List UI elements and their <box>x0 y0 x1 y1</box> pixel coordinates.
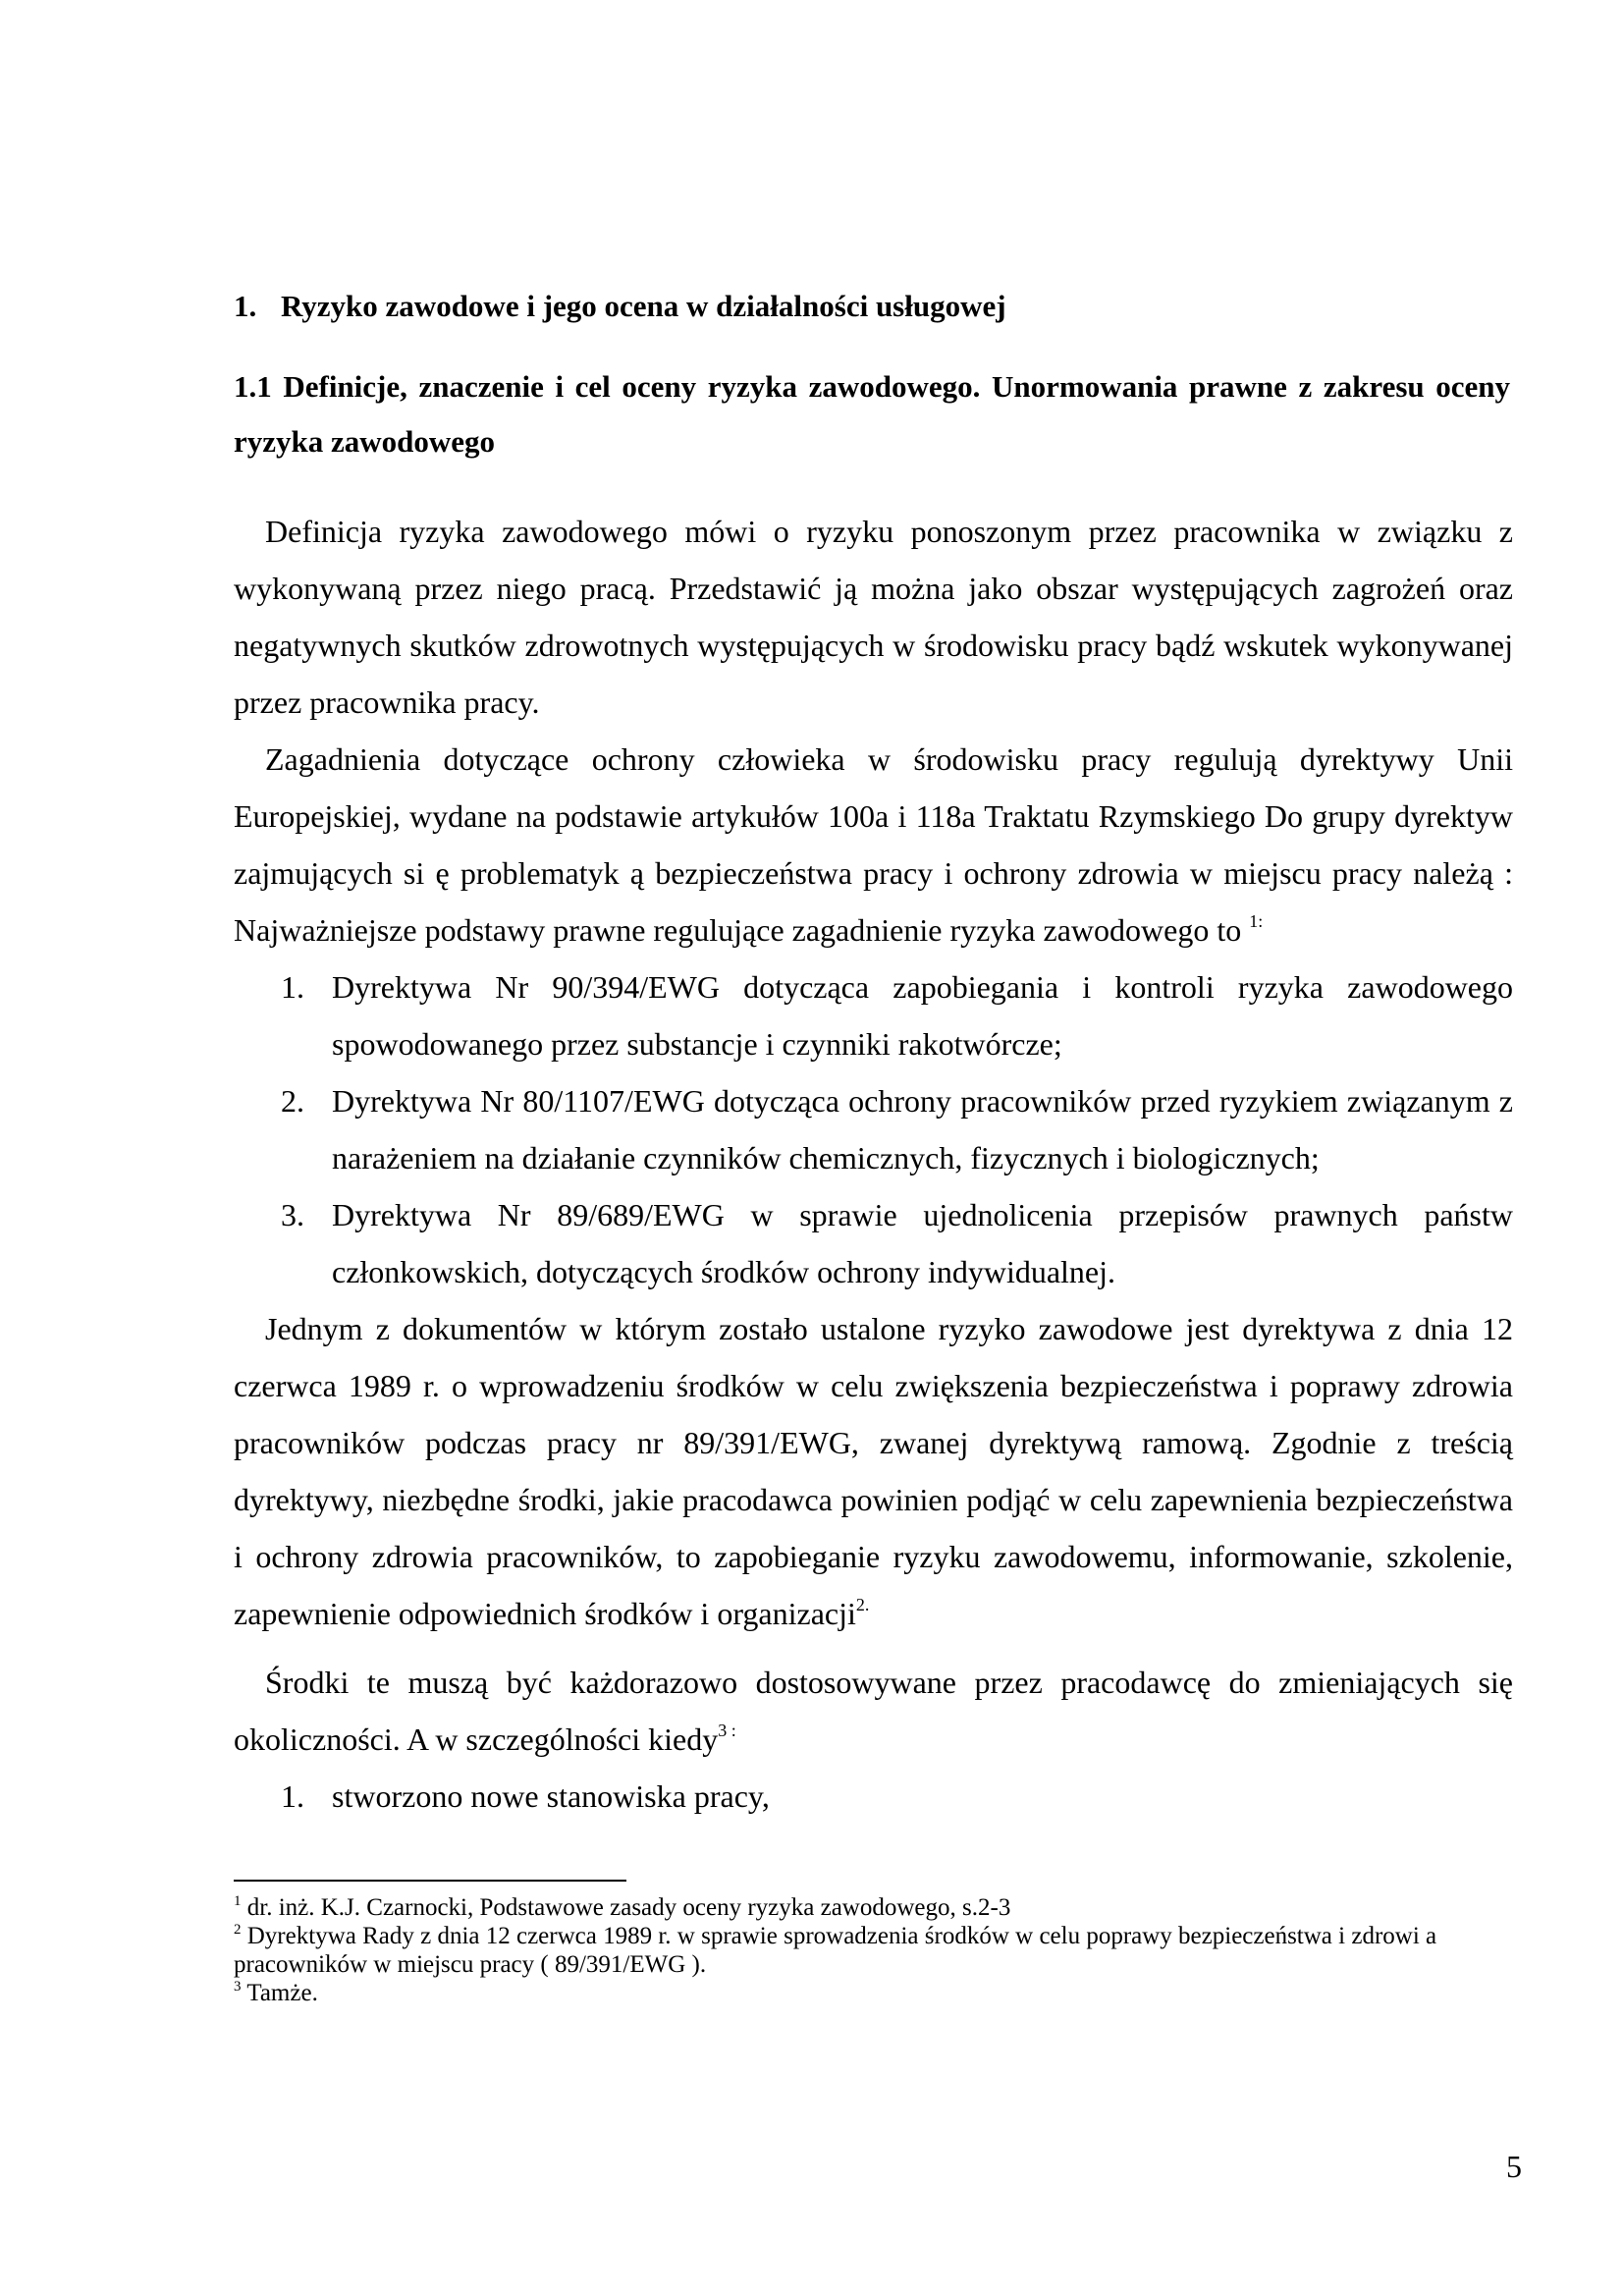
list-item <box>234 1072 1513 1186</box>
list-marker: 2. <box>281 1083 304 1119</box>
chapter-heading <box>234 287 1510 326</box>
footnote-marker: 3 <box>234 1979 242 1995</box>
directives-list <box>234 958 1513 1300</box>
footnote-text: Tamże. <box>246 1980 318 2006</box>
chapter-number: 1. <box>234 289 257 323</box>
paragraph-definition: Definicja ryzyka zawodowego mówi o ryzyku ponoszonym przez pracownika w związku z wykonywaną przez niego pracą. Przedstawić ją można jako obszar występujących zagrożeń oraz negatywnych skutków zdrowotnych występujących w środowisku pracy bądź wskutek wykonywanej przez pracownika pracy. <box>234 514 1513 720</box>
footnote-marker: 2 <box>234 1922 242 1938</box>
section-heading: 1.1 Definicje, znaczenie i cel oceny ryzyka zawodowego. Unormowania prawne z zakresu oceny ryzyka zawodowego <box>234 369 1510 459</box>
footnote-text: Dyrektywa Rady z dnia 12 czerwca 1989 r. w sprawie sprowadzenia środków w celu poprawy bezpieczeństwa i zdrowi a pracowników w miejscu pracy ( 89/391/EWG ). <box>234 1923 1437 1978</box>
circumstances-list <box>234 1768 1513 1825</box>
footnote <box>234 1893 1513 1922</box>
list-marker: 1. <box>281 969 304 1005</box>
chapter-title: Ryzyko zawodowe i jego ocena w działalności usługowej <box>281 289 1006 323</box>
page-number: 5 <box>1506 2149 1522 2184</box>
list-item <box>234 958 1513 1072</box>
paragraph-measures-text: Środki te muszą być każdorazowo dostosowywane przez pracodawcę do zmieniających się okoliczności. A w szczególności kiedy <box>234 1665 1513 1757</box>
list-item-text: Dyrektywa Nr 80/1107/EWG dotycząca ochrony pracowników przed ryzykiem związanym z narażeniem na działanie czynników chemicznych, fizycznych i biologicznych; <box>332 1083 1513 1175</box>
paragraph-eu-directives <box>234 731 1513 958</box>
footnote-ref-1: 1: <box>1249 911 1264 931</box>
list-item-text: stworzono nowe stanowiska pracy, <box>332 1778 770 1814</box>
footnote-marker: 1 <box>234 1893 242 1909</box>
footnote-separator <box>234 1880 626 1882</box>
list-item <box>234 1186 1513 1300</box>
paragraph-framework-directive <box>234 1300 1513 1642</box>
list-item <box>234 1768 1513 1825</box>
list-item-text: Dyrektywa Nr 89/689/EWG w sprawie ujednolicenia przepisów prawnych państw członkowskich, dotyczących środków ochrony indywidualnej. <box>332 1197 1513 1289</box>
list-marker: 1. <box>281 1778 304 1814</box>
footnote <box>234 1922 1513 1979</box>
list-marker: 3. <box>281 1197 304 1232</box>
body-text <box>234 503 1513 1825</box>
footnote <box>234 1979 1513 2007</box>
paragraph-measures <box>234 1654 1513 1768</box>
footnote-ref-3: 3 : <box>718 1721 736 1740</box>
list-item-text: Dyrektywa Nr 90/394/EWG dotycząca zapobiegania i kontroli ryzyka zawodowego spowodowanego przez substancje i czynniki rakotwórcze; <box>332 969 1513 1062</box>
footnotes <box>234 1893 1513 2007</box>
footnote-ref-2: 2. <box>855 1595 870 1614</box>
footnote-text: dr. inż. K.J. Czarnocki, Podstawowe zasady oceny ryzyka zawodowego, s.2-3 <box>246 1894 1011 1921</box>
paragraph-eu-directives-text: Zagadnienia dotyczące ochrony człowieka w środowisku pracy regulują dyrektywy Unii Europejskiej, wydane na podstawie artykułów 100a i 118a Traktatu Rzymskiego Do grupy dyrektyw zajmujących si ę problematyk ą bezpieczeństwa pracy i ochrony zdrowia w miejscu pracy należą : Najważniejsze podstawy prawne regulujące zagadnienie ryzyka zawodowego to <box>234 741 1513 948</box>
paragraph-framework-directive-text: Jednym z dokumentów w którym zostało ustalone ryzyko zawodowe jest dyrektywa z dnia 12 czerwca 1989 r. o wprowadzeniu środków w celu zwiększenia bezpieczeństwa i poprawy zdrowia pracowników podczas pracy nr 89/391/EWG, zwanej dyrektywą ramową. Zgodnie z treścią dyrektywy, niezbędne środki, jakie pracodawca powinien podjąć w celu zapewnienia bezpieczeństwa i ochrony zdrowia pracowników, to zapobieganie ryzyku zawodowemu, informowanie, szkolenie, zapewnienie odpowiednich środków i organizacji <box>234 1311 1513 1631</box>
